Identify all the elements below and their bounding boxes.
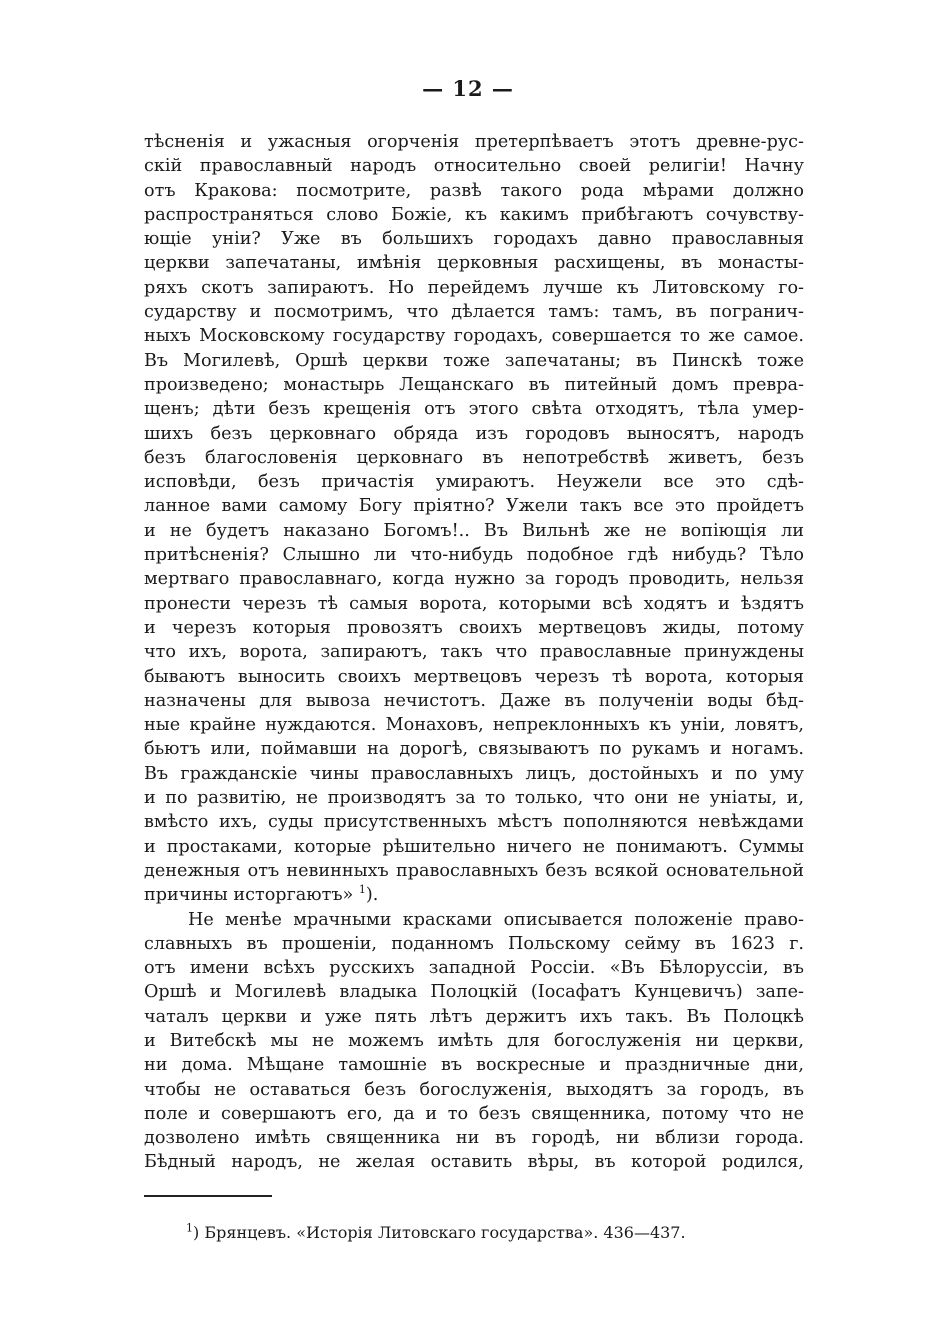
text-line: и Витебскѣ мы не можемъ имѣть для богослуженія ни церкви, xyxy=(144,1030,804,1051)
text-line: Оршѣ и Могилевѣ владыка Полоцкій (Іосафатъ Кунцевичъ) запе- xyxy=(144,982,804,1003)
text-line: ныхъ Московскому государству городахъ, совершается то же самое. xyxy=(144,326,804,347)
text-line: ланное вами самому Богу пріятно? Ужели такъ все это пройдетъ xyxy=(144,496,804,517)
footnote-divider xyxy=(144,1195,272,1197)
text-line: произведено; монастырь Лещанскаго въ питейный домъ превра- xyxy=(144,374,804,395)
text-line: ющіе уніи? Уже въ большихъ городахъ давно православныя xyxy=(144,229,804,250)
page-number: — 12 — xyxy=(422,76,514,101)
text-line: отъ имени всѣхъ русскихъ западной Россіи. «Въ Бѣлоруссіи, въ xyxy=(144,958,804,979)
text-line: Въ гражданскіе чины православныхъ лицъ, достойныхъ и по уму xyxy=(144,763,804,784)
text-line: поле и совершаютъ его, да и то безъ священника, потому что не xyxy=(144,1103,804,1124)
text-line: и простаками, которые рѣшительно ничего не понимаютъ. Суммы xyxy=(144,836,804,857)
text-line: пронести черезъ тѣ самыя ворота, которыми всѣ ходятъ и ѣздятъ xyxy=(144,593,804,614)
text-line: дозволено имѣть священника ни въ городѣ, ни вблизи города. xyxy=(144,1128,804,1149)
text-line: распространяться слово Божіе, къ какимъ прибѣгаютъ сочувству- xyxy=(144,204,804,225)
text-line: мертваго православнаго, когда нужно за городъ проводить, нельзя xyxy=(144,569,804,590)
text-line: ни дома. Мѣщане тамошніе въ воскресные и праздничные дни, xyxy=(144,1055,804,1076)
paragraph-start: Не менѣе мрачными красками описывается положеніе право- xyxy=(188,909,804,930)
text-line: что ихъ, ворота, запираютъ, такъ что православные принуждены xyxy=(144,642,804,663)
text-line: денежныя отъ невинныхъ православныхъ безъ всякой основательной xyxy=(144,860,804,881)
text-line: бываютъ выносить своихъ мертвецовъ черезъ тѣ ворота, которыя xyxy=(144,666,804,687)
text-line: и черезъ которыя провозятъ своихъ мертвецовъ жиды, потому xyxy=(144,617,804,638)
body-text xyxy=(144,130,804,1175)
text-line: чтобы не оставаться безъ богослуженія, выходятъ за городъ, въ xyxy=(144,1079,804,1100)
text-line: безъ благословенія церковнаго въ непотребствѣ живетъ, безъ xyxy=(144,447,804,468)
text-line: щенъ; дѣти безъ крещенія отъ этого свѣта отходятъ, тѣла умер- xyxy=(144,399,804,420)
text-line: и не будетъ наказано Богомъ!.. Въ Вильнѣ же не вопіющія ли xyxy=(144,520,804,541)
footnote-ref-close: ). xyxy=(365,885,379,906)
footnote-ref: 1 xyxy=(358,883,366,897)
text-line: Въ Могилевѣ, Оршѣ церкви тоже запечатаны; въ Пинскѣ тоже xyxy=(144,350,804,371)
footnote-marker-close: ) xyxy=(193,1223,200,1242)
text-line: церкви запечатаны, имѣнія церковныя расхищены, въ монасты- xyxy=(144,253,804,274)
text-line: славныхъ въ прошеніи, поданномъ Польскому сейму въ 1623 г. xyxy=(144,933,804,954)
text-line-content: причины исторгаютъ» xyxy=(144,885,354,906)
text-line: чаталъ церкви и уже пять лѣтъ держитъ ихъ такъ. Въ Полоцкѣ xyxy=(144,1006,804,1027)
text-line: отъ Кракова: посмотрите, развѣ такого рода мѣрами должно xyxy=(144,180,804,201)
text-line: исповѣди, безъ причастія умираютъ. Неужели все это сдѣ- xyxy=(144,472,804,493)
text-line: и по развитію, не производятъ за то только, что они не уніаты, и, xyxy=(144,788,804,809)
text-line: ряхъ скотъ запираютъ. Но перейдемъ лучше къ Литовскому го- xyxy=(144,277,804,298)
footnote-text: Брянцевъ. «Исторія Литовскаго государства». 436—437. xyxy=(204,1223,686,1242)
text-line xyxy=(144,883,804,907)
text-line: бьютъ или, поймавши на дорогѣ, связываютъ по рукамъ и ногамъ. xyxy=(144,739,804,760)
footnote-marker: 1 xyxy=(186,1221,193,1235)
text-line: ные крайне нуждаются. Монаховъ, непреклонныхъ къ уніи, ловятъ, xyxy=(144,715,804,736)
text-line: Бѣдный народъ, не желая оставить вѣры, въ которой родился, xyxy=(144,1152,804,1173)
text-line: шихъ безъ церковнаго обряда изъ городовъ выносятъ, народъ xyxy=(144,423,804,444)
text-line: вмѣсто ихъ, суды присутственныхъ мѣстъ пополняются невѣждами xyxy=(144,812,804,833)
text-line: сударству и посмотримъ, что дѣлается тамъ: тамъ, въ погранич- xyxy=(144,302,804,323)
text-line: тѣсненія и ужасныя огорченія претерпѣваетъ этотъ древне-рус- xyxy=(144,132,804,152)
text-line: назначены для вывоза нечистотъ. Даже въ полученіи воды бѣд- xyxy=(144,690,804,711)
text-line: скій православный народъ относительно своей религіи! Начну xyxy=(144,156,804,177)
footnote xyxy=(186,1223,686,1242)
text-line: притѣсненія? Слышно ли что-нибудь подобное гдѣ нибудь? Тѣло xyxy=(144,545,804,566)
